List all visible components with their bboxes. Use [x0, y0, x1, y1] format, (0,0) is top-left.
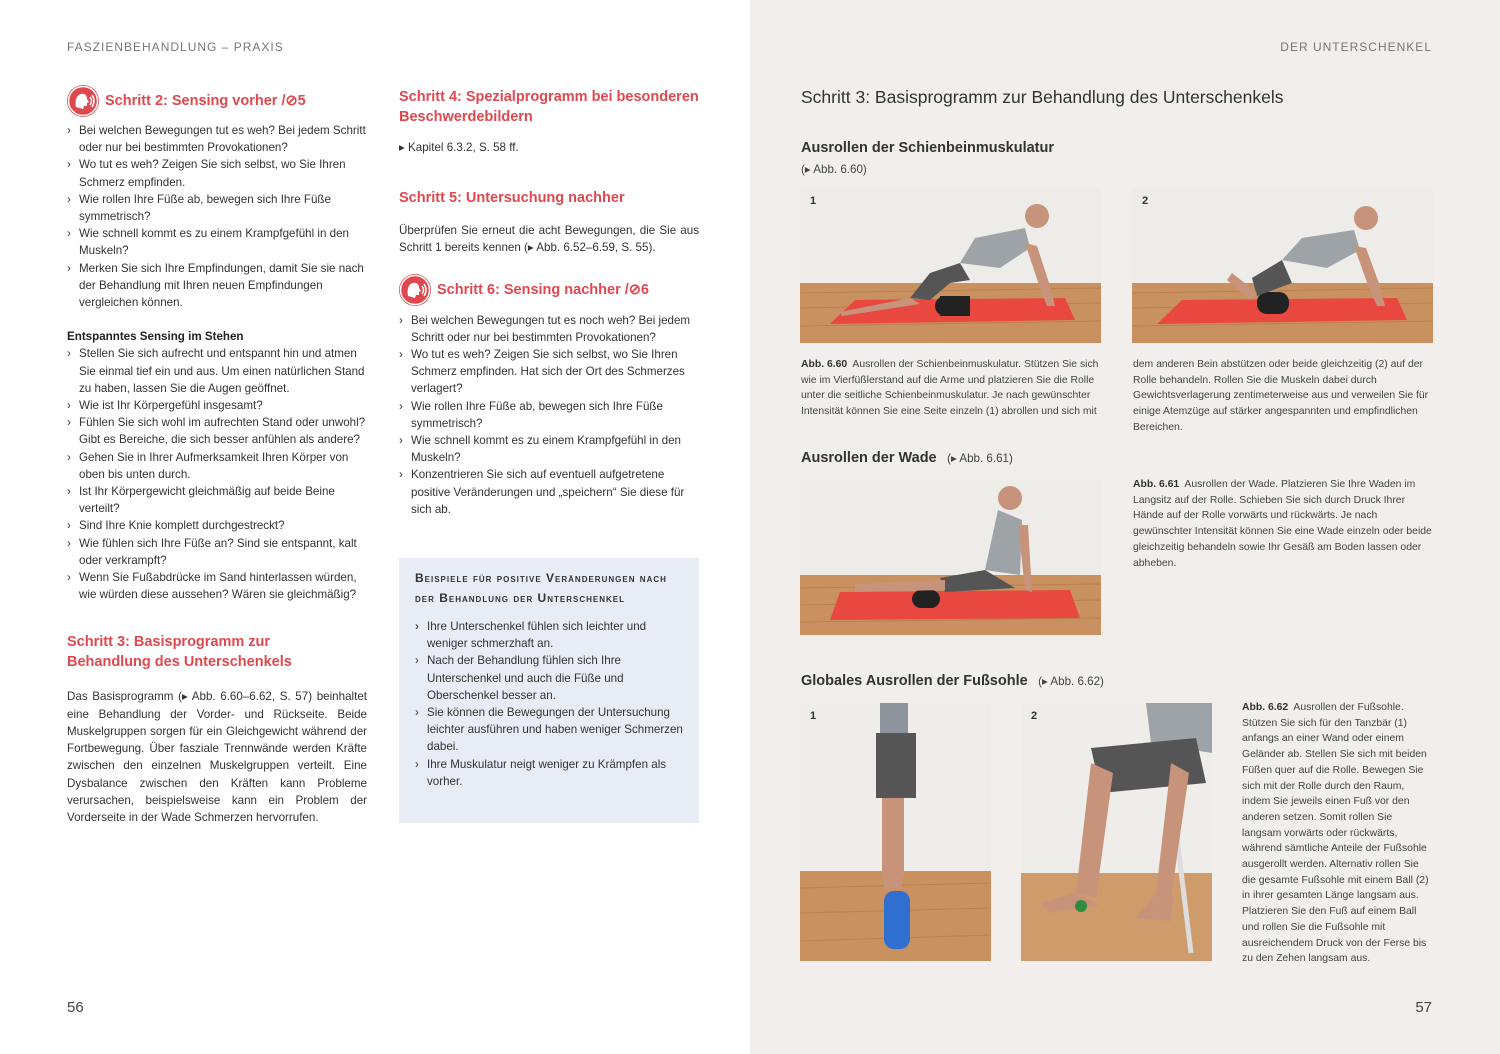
caption-6-60-part2: dem anderen Bein abstützen oder beide gleichzeitig (2) auf der Rolle behandeln. Rollen Sie die Muskeln dabei durch Gewichtsverlagerung zentimeterweise aus und verweilen Sie für einige Atemzüge auf stärker angespannten und empfindlichen Bereichen. [1133, 359, 1429, 433]
sec3-ref: (▸ Abb. 6.62) [1038, 675, 1104, 688]
list-item: › Merken Sie sich Ihre Empfindungen, damit Sie sie nach der Behandlung mit Ihren neuen Empfindungen vergleichen können. [67, 260, 367, 312]
step4-body: ▸ Kapitel 6.3.2, S. 58 ff. [399, 141, 519, 154]
list-item: › Bei welchen Bewegungen tut es weh? Bei jedem Schritt oder nur bei bestimmten Provokationen? [67, 122, 367, 156]
step4-title: Schritt 4: Spezialprogramm bei besonderen Beschwerdebildern [399, 89, 699, 125]
sec1-ref: (▸ Abb. 6.60) [801, 163, 867, 176]
list-item: › Konzentrieren Sie sich auf eventuell aufgetretene positive Veränderungen und „speichern“ Sie diese für sich ab. [399, 466, 699, 518]
step6-title: Schritt 6: Sensing nachher /⊘6 [437, 281, 649, 298]
list-item: › Ihre Muskulatur neigt weniger zu Krämpfen als vorher. [415, 756, 685, 790]
column-2 [399, 87, 699, 518]
list-item: › Wie ist Ihr Körpergefühl insgesamt? [67, 397, 367, 414]
step5-body: Überprüfen Sie erneut die acht Bewegungen, die Sie aus Schritt 1 bereits kennen (▸ Abb. 6.52–6.59, S. 55). [399, 224, 699, 255]
photo-shin-roll-both: 2 [1132, 188, 1433, 343]
photo-calf-roll [800, 480, 1101, 635]
running-head-left: FASZIENBEHANDLUNG – PRAXIS [67, 40, 284, 54]
list-item: › Ist Ihr Körpergewicht gleichmäßig auf beide Beine verteilt? [67, 483, 367, 517]
page-number-left: 56 [67, 999, 84, 1016]
list-item: › Fühlen Sie sich wohl im aufrechten Stand oder unwohl? Gibt es Bereiche, die sich besser anfühlen als andere? [67, 414, 367, 448]
caption-6-60-part1: Abb. 6.60 Ausrollen der Schienbeinmuskulatur. Stützen Sie sich wie im Vierfüßlerstand auf die Arme und platzieren Sie die Rolle unter die seitliche Schienbeinmuskulatur. Je nach gewünschter Intensität können Sie eine Seite einzeln (1) abrollen und sich mit [801, 359, 1099, 418]
step5-title: Schritt 5: Untersuchung nachher [399, 190, 625, 207]
column-1 [67, 85, 367, 826]
box-title: Beispiele für positive Veränderungen nach der Behandlung der Unterschenkel [415, 571, 667, 605]
list-item: › Wie rollen Ihre Füße ab, bewegen sich Ihre Füße symmetrisch? [399, 398, 699, 432]
sec3-title: Globales Ausrollen der Fußsohle [801, 673, 1028, 689]
head-sensing-icon [67, 85, 99, 117]
step6-heading [399, 274, 699, 306]
list-item: › Gehen Sie in Ihrer Aufmerksamkeit Ihren Körper von oben bis unten durch. [67, 449, 367, 483]
list-item: › Stellen Sie sich aufrecht und entspannt hin und atmen Sie einmal tief ein und aus. Um einen natürlichen Stand zu haben, lassen Sie die Augen geöffnet. [67, 345, 367, 397]
list-item: › Wie schnell kommt es zu einem Krampfgefühl in den Muskeln? [399, 432, 699, 466]
list-item: › Bei welchen Bewegungen tut es noch weh? Bei jedem Schritt oder nur bei bestimmten Provokationen? [399, 312, 699, 346]
sec2-ref: (▸ Abb. 6.61) [947, 452, 1013, 465]
list-item: › Wo tut es weh? Zeigen Sie sich selbst, wo Sie Ihren Schmerz empfinden. [67, 156, 367, 190]
list-item: › Sind Ihre Knie komplett durchgestreckt? [67, 517, 367, 534]
photo-foot-ball-seated: 2 [1021, 703, 1212, 961]
step6-list [399, 312, 699, 518]
sec1-title: Ausrollen der Schienbeinmuskulatur [801, 140, 1054, 156]
right-page-title: Schritt 3: Basisprogramm zur Behandlung des Unterschenkels [801, 87, 1284, 107]
list-item: › Ihre Unterschenkel fühlen sich leichter und weniger schmerzhaft an. [415, 618, 685, 652]
step2-title: Schritt 2: Sensing vorher /⊘5 [105, 93, 306, 109]
list-item: › Wo tut es weh? Zeigen Sie sich selbst, wo Sie Ihren Schmerz empfinden. Hat sich der Ort des Schmerzes verlagert? [399, 346, 699, 398]
list-item: › Wie fühlen sich Ihre Füße an? Sind sie entspannt, kalt oder verkrampft? [67, 535, 367, 569]
sensing-standing-list [67, 345, 367, 603]
photo-foot-roll-standing: 1 [800, 703, 991, 961]
list-item: › Wie schnell kommt es zu einem Krampfgefühl in den Muskeln? [67, 225, 367, 259]
positive-changes-box [399, 558, 699, 823]
step2-list [67, 122, 367, 311]
box-list [415, 618, 685, 790]
page-number-right: 57 [1415, 999, 1432, 1016]
list-item: › Wie rollen Ihre Füße ab, bewegen sich Ihre Füße symmetrisch? [67, 191, 367, 225]
running-head-right: DER UNTERSCHENKEL [1280, 40, 1432, 54]
sec2-heading [801, 449, 1013, 467]
caption-6-61: Abb. 6.61 Ausrollen der Wade. Platzieren Sie Ihre Waden im Langsitz auf der Rolle. Schieben Sie sich durch Druck Ihrer Hände auf der Rolle vorwärts und rückwärts. Je nach gewünschter Intensität können Sie eine Wade einzeln oder beide gleichzeitig behandeln sowie Ihr Gesäß am Boden lassen oder abheben. [1133, 479, 1432, 569]
step3-title: Schritt 3: Basisprogramm zur Behandlung des Unterschenkels [67, 634, 292, 671]
head-sensing-icon [399, 274, 431, 306]
list-item: › Nach der Behandlung fühlen sich Ihre Unterschenkel und auch die Füße und Oberschenkel besser an. [415, 652, 685, 704]
caption-6-62: Abb. 6.62 Ausrollen der Fußsohle. Stützen Sie sich für den Tanzbär (1) anfangs an einer Wand oder einem Geländer ab. Stellen Sie sich mit beiden Füßen quer auf die Rolle. Bewegen Sie sich mit der Rolle durch den Raum, indem Sie jeweils einen Fuß vor den anderen setzen. Somit rollen Sie langsam vorwärts oder rückwärts, während sämtliche Anteile der Fußsohle ausgerollt werden. Alternativ rollen Sie die gesamte Fußsohle mit einem Ball (2) in ihrer gesamten Länge langsam aus. Platzieren Sie den Fuß auf einem Ball und rollen Sie die Fußsohle mit ausreichendem Druck von der Ferse bis zu den Zehen langsam aus. [1242, 702, 1429, 965]
right-page [750, 0, 1500, 1054]
list-item: › Wenn Sie Fußabdrücke im Sand hinterlassen würden, wie würden diese aussehen? Wären sie gleichmäßig? [67, 569, 367, 603]
sensing-standing-title: Entspanntes Sensing im Stehen [67, 330, 244, 344]
sec3-heading [801, 672, 1104, 690]
photo-shin-roll-single: 1 [800, 188, 1101, 343]
step3-body: Das Basisprogramm (▸ Abb. 6.60–6.62, S. 57) beinhaltet eine Behandlung der Vorder- und Rückseite. Beide Muskelgruppen sorgen für ein Gleichgewicht während der Fortbewegung. Über fasziale Trennwände werden Kräfte zwischen den einzelnen Muskelgruppen verteilt. Eine Dysbalance zwischen den Kräften kann Probleme verursachen, beispielsweise kann ein Problem der Vorderseite in der Wade Schmerzen hervorrufen. [67, 690, 367, 824]
step2-heading [67, 85, 367, 117]
sec2-title: Ausrollen der Wade [801, 450, 937, 466]
list-item: › Sie können die Bewegungen der Untersuchung leichter ausführen und haben weniger Schmerzen dabei. [415, 704, 685, 756]
